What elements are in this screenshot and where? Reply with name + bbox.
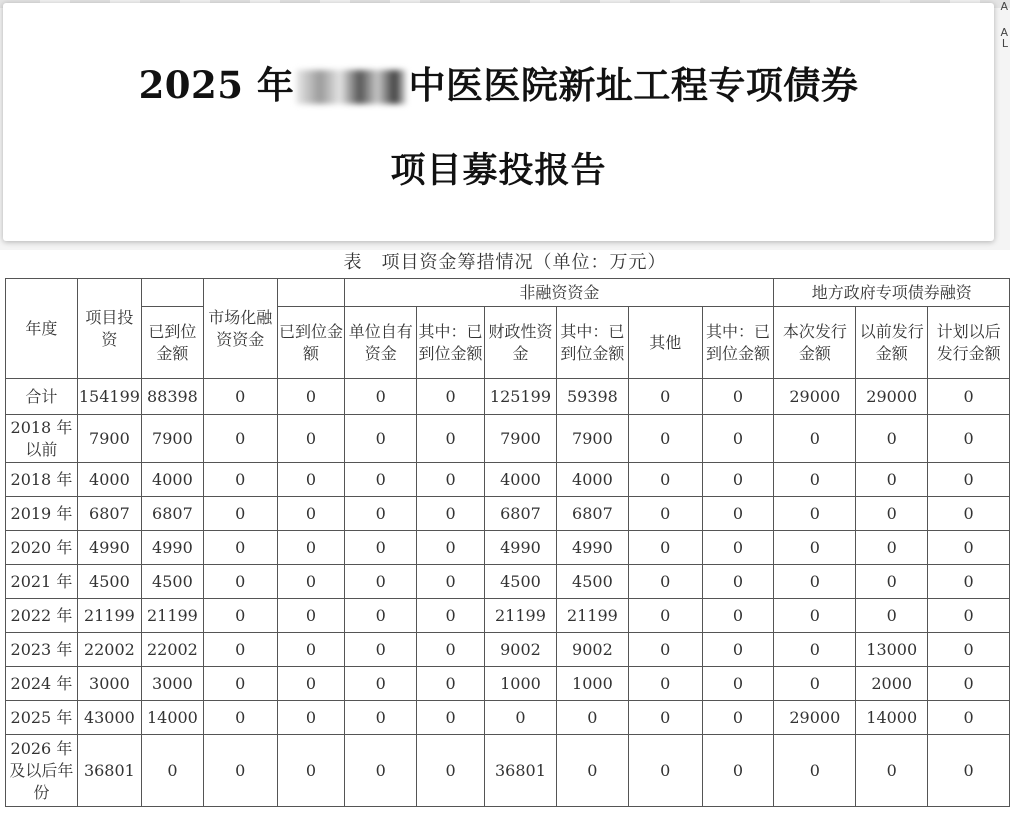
table-cell: 21199	[484, 599, 556, 633]
table-cell: 3000	[141, 667, 203, 701]
table-cell: 0	[702, 463, 774, 497]
row-year-cell: 2022 年	[6, 599, 78, 633]
header-own-received: 其中：已到位金额	[417, 307, 485, 379]
table-cell: 4990	[484, 531, 556, 565]
table-cell: 88398	[141, 379, 203, 415]
table-cell: 22002	[77, 633, 141, 667]
table-cell: 0	[345, 599, 417, 633]
table-cell: 0	[277, 565, 345, 599]
table-cell: 0	[203, 599, 277, 633]
table-cell: 0	[628, 463, 702, 497]
header-project-investment: 项目投资	[77, 279, 141, 379]
table-cell: 7900	[141, 415, 203, 463]
table-cell: 0	[702, 497, 774, 531]
table-cell: 1000	[556, 667, 628, 701]
table-cell: 0	[856, 735, 928, 807]
header-received-1: 已到位金额	[141, 307, 203, 379]
table-cell: 154199	[77, 379, 141, 415]
table-cell: 36801	[484, 735, 556, 807]
table-cell: 4500	[484, 565, 556, 599]
table-cell: 0	[774, 735, 856, 807]
table-cell: 0	[702, 379, 774, 415]
table-cell: 0	[928, 379, 1010, 415]
table-cell: 6807	[556, 497, 628, 531]
table-row	[6, 633, 1010, 667]
table-cell: 0	[928, 463, 1010, 497]
table-cell: 0	[417, 497, 485, 531]
table-cell: 0	[345, 667, 417, 701]
header-fiscal-funds: 财政性资金	[484, 307, 556, 379]
table-cell: 7900	[484, 415, 556, 463]
header-bond-group: 地方政府专项债券融资	[774, 279, 1010, 307]
table-cell: 9002	[556, 633, 628, 667]
table-cell: 4990	[77, 531, 141, 565]
row-year-cell: 2020 年	[6, 531, 78, 565]
side-char-1: A	[1000, 0, 1008, 13]
table-cell: 125199	[484, 379, 556, 415]
table-cell: 21199	[77, 599, 141, 633]
table-row	[6, 531, 1010, 565]
header-blank-top	[141, 279, 203, 307]
table-cell: 0	[702, 667, 774, 701]
table-cell: 4500	[141, 565, 203, 599]
table-cell: 4500	[77, 565, 141, 599]
table-body	[6, 379, 1010, 807]
table-cell: 14000	[856, 701, 928, 735]
table-cell: 0	[702, 415, 774, 463]
table-cell: 6807	[77, 497, 141, 531]
table-cell: 7900	[556, 415, 628, 463]
table-cell: 21199	[556, 599, 628, 633]
table-cell: 0	[774, 599, 856, 633]
table-cell: 36801	[77, 735, 141, 807]
table-cell: 0	[928, 497, 1010, 531]
table-cell: 0	[856, 497, 928, 531]
table-cell: 0	[203, 667, 277, 701]
header-blank	[277, 279, 345, 307]
row-year-cell: 2018 年	[6, 463, 78, 497]
table-cell: 0	[928, 565, 1010, 599]
table-row	[6, 463, 1010, 497]
table-row	[6, 701, 1010, 735]
table-cell: 0	[774, 667, 856, 701]
table-row	[6, 415, 1010, 463]
table-cell: 4990	[141, 531, 203, 565]
row-year-cell: 合计	[6, 379, 78, 415]
table-cell: 0	[277, 667, 345, 701]
table-cell: 0	[702, 701, 774, 735]
table-cell: 0	[628, 415, 702, 463]
table-cell: 0	[774, 565, 856, 599]
table-cell: 29000	[856, 379, 928, 415]
table-cell: 0	[928, 667, 1010, 701]
table-caption: 表 项目资金筹措情况（单位：万元）	[343, 252, 667, 273]
table-cell: 1000	[484, 667, 556, 701]
table-cell: 0	[417, 599, 485, 633]
side-char-3: L	[1001, 37, 1008, 50]
table-cell: 0	[277, 599, 345, 633]
header-other: 其他	[628, 307, 702, 379]
table-cell: 0	[141, 735, 203, 807]
table-cell: 29000	[774, 379, 856, 415]
table-cell: 0	[417, 415, 485, 463]
table-cell: 0	[702, 599, 774, 633]
row-year-cell: 2021 年	[6, 565, 78, 599]
table-cell: 0	[702, 565, 774, 599]
table-cell: 0	[856, 531, 928, 565]
header-non-financing-group: 非融资资金	[345, 279, 774, 307]
header-received-2: 已到位金额	[277, 307, 345, 379]
table-cell: 0	[417, 735, 485, 807]
table-cell: 0	[928, 599, 1010, 633]
table-cell: 0	[628, 379, 702, 415]
table-cell: 0	[277, 633, 345, 667]
table-cell: 0	[203, 531, 277, 565]
table-cell: 0	[628, 701, 702, 735]
table-cell: 0	[345, 633, 417, 667]
side-char-2: A	[1000, 26, 1008, 39]
row-year-cell: 2023 年	[6, 633, 78, 667]
table-row	[6, 565, 1010, 599]
table-cell: 0	[856, 599, 928, 633]
table-cell: 0	[774, 633, 856, 667]
row-year-cell: 2024 年	[6, 667, 78, 701]
table-cell: 4000	[556, 463, 628, 497]
header-market-financing: 市场化融资资金	[203, 279, 277, 379]
title-prefix: 2025 年	[138, 63, 295, 107]
title-card	[3, 3, 994, 241]
table-cell: 0	[928, 531, 1010, 565]
table-cell: 0	[702, 735, 774, 807]
table-cell: 0	[928, 633, 1010, 667]
table-cell: 0	[628, 633, 702, 667]
table-row	[6, 599, 1010, 633]
table-cell: 0	[417, 379, 485, 415]
table-cell: 0	[345, 379, 417, 415]
table-cell: 0	[277, 701, 345, 735]
table-cell: 0	[345, 531, 417, 565]
table-cell: 0	[628, 735, 702, 807]
table-cell: 22002	[141, 633, 203, 667]
redacted-name	[296, 70, 406, 104]
table-cell: 0	[628, 599, 702, 633]
table-cell: 2000	[856, 667, 928, 701]
table-cell: 14000	[141, 701, 203, 735]
table-cell: 0	[345, 497, 417, 531]
table-cell: 0	[774, 463, 856, 497]
table-cell: 59398	[556, 379, 628, 415]
row-year-cell: 2026 年及以后年份	[6, 735, 78, 807]
table-cell: 0	[928, 415, 1010, 463]
table-cell: 0	[417, 633, 485, 667]
table-cell: 0	[856, 565, 928, 599]
table-cell: 4000	[484, 463, 556, 497]
table-cell: 43000	[77, 701, 141, 735]
document-title-line-2: 项目募投报告	[390, 150, 607, 191]
table-cell: 0	[203, 463, 277, 497]
table-cell: 21199	[141, 599, 203, 633]
table-cell: 0	[203, 701, 277, 735]
table-cell: 0	[628, 667, 702, 701]
header-previous-issue: 以前发行金额	[856, 307, 928, 379]
table-cell: 0	[277, 735, 345, 807]
table-cell: 0	[484, 701, 556, 735]
table-cell: 0	[417, 531, 485, 565]
document-title-line-1	[3, 55, 994, 109]
header-fiscal-received: 其中：已到位金额	[556, 307, 628, 379]
table-cell: 13000	[856, 633, 928, 667]
table-cell: 0	[417, 565, 485, 599]
table-cell: 0	[556, 701, 628, 735]
table-cell: 0	[417, 667, 485, 701]
table-cell: 6807	[484, 497, 556, 531]
table-row	[6, 379, 1010, 415]
table-cell: 0	[856, 415, 928, 463]
table-cell: 0	[628, 565, 702, 599]
table-cell: 0	[417, 463, 485, 497]
table-cell: 0	[277, 497, 345, 531]
table-cell: 0	[203, 415, 277, 463]
row-year-cell: 2019 年	[6, 497, 78, 531]
table-cell: 4500	[556, 565, 628, 599]
table-cell: 0	[417, 701, 485, 735]
table-cell: 3000	[77, 667, 141, 701]
table-cell: 0	[345, 415, 417, 463]
table-cell: 0	[203, 497, 277, 531]
table-cell: 0	[277, 415, 345, 463]
table-cell: 0	[856, 463, 928, 497]
table-cell: 0	[277, 379, 345, 415]
table-cell: 0	[928, 735, 1010, 807]
table-cell: 0	[203, 379, 277, 415]
table-cell: 0	[928, 701, 1010, 735]
header-year: 年度	[6, 279, 78, 379]
table-cell: 0	[774, 497, 856, 531]
table-cell: 0	[628, 531, 702, 565]
table-row	[6, 497, 1010, 531]
funding-table	[5, 278, 1010, 807]
table-cell: 0	[556, 735, 628, 807]
table-cell: 0	[277, 463, 345, 497]
row-year-cell: 2025 年	[6, 701, 78, 735]
table-cell: 0	[702, 531, 774, 565]
table-cell: 0	[345, 565, 417, 599]
table-cell: 0	[774, 415, 856, 463]
table-row	[6, 735, 1010, 807]
table-cell: 4000	[77, 463, 141, 497]
table-cell: 0	[345, 701, 417, 735]
row-year-cell: 2018 年以前	[6, 415, 78, 463]
table-cell: 0	[203, 633, 277, 667]
table-cell: 9002	[484, 633, 556, 667]
table-cell: 0	[345, 735, 417, 807]
table-cell: 0	[774, 531, 856, 565]
table-cell: 0	[203, 565, 277, 599]
header-this-issue: 本次发行金额	[774, 307, 856, 379]
table-cell: 0	[702, 633, 774, 667]
table-row	[6, 667, 1010, 701]
header-planned-issue: 计划以后发行金额	[928, 307, 1010, 379]
header-other-received: 其中：已到位金额	[702, 307, 774, 379]
table-cell: 4990	[556, 531, 628, 565]
table-cell: 7900	[77, 415, 141, 463]
table-cell: 0	[277, 531, 345, 565]
header-own-funds: 单位自有资金	[345, 307, 417, 379]
table-cell: 0	[345, 463, 417, 497]
table-cell: 4000	[141, 463, 203, 497]
table-cell: 0	[203, 735, 277, 807]
table-cell: 29000	[774, 701, 856, 735]
title-suffix: 中医医院新址工程专项债券	[408, 63, 859, 107]
table-cell: 6807	[141, 497, 203, 531]
table-cell: 0	[628, 497, 702, 531]
